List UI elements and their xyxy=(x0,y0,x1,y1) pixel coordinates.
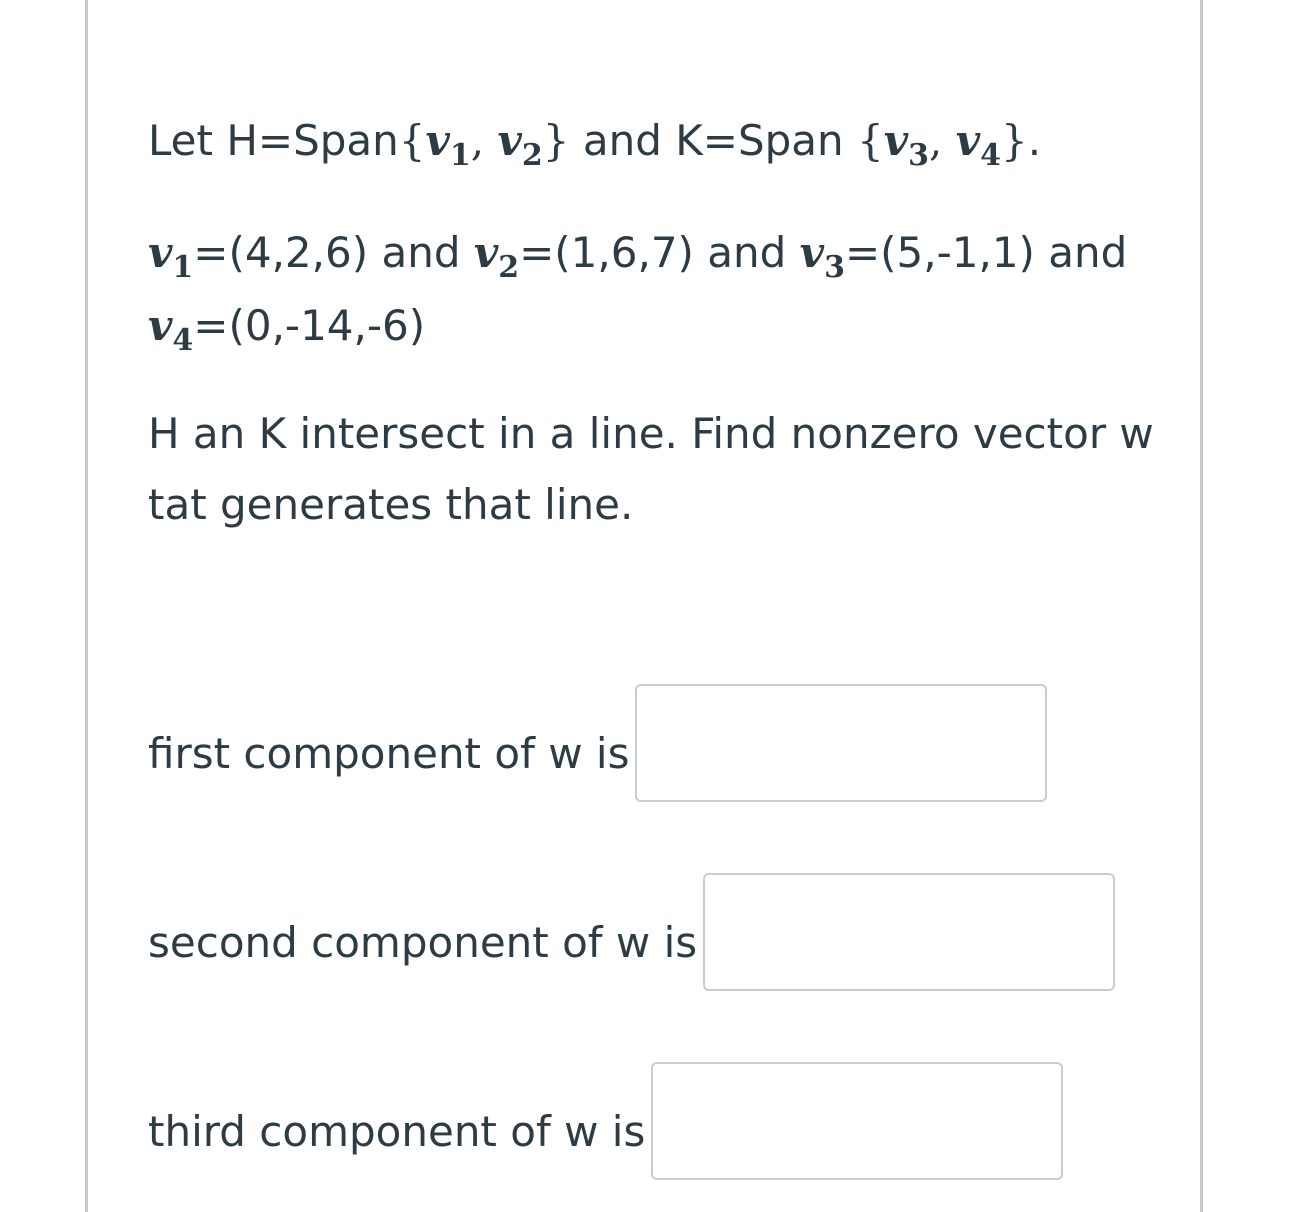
definition-prefix: Let H=Span xyxy=(148,116,399,165)
v2-symbol: v xyxy=(473,228,499,277)
v4-subscript: 4 xyxy=(980,138,1001,173)
v3-symbol: v xyxy=(883,116,909,165)
open-brace-2: { xyxy=(857,116,884,165)
v1-symbol: v xyxy=(148,228,173,277)
first-component-label: first component of w is xyxy=(148,729,630,778)
task-line-2: tat generates that line. xyxy=(148,480,634,529)
second-component-input[interactable] xyxy=(703,873,1115,991)
definition-suffix: . xyxy=(1027,116,1042,165)
v2-subscript: 2 xyxy=(521,138,543,173)
vectors-line-2 xyxy=(148,301,426,358)
vectors-line-1 xyxy=(148,228,1128,285)
v2-subscript: 2 xyxy=(498,250,520,285)
first-component-input[interactable] xyxy=(635,684,1047,802)
second-component-label: second component of w is xyxy=(148,918,698,967)
task-line-1: H an K intersect in a line. Find nonzero vector w xyxy=(148,409,1154,458)
comma-2: , xyxy=(929,116,956,165)
definition-line xyxy=(148,116,1042,173)
definition-middle: and K=Span xyxy=(569,116,857,165)
close-brace: } xyxy=(542,116,570,165)
v4-value: =(0,-14,-6) xyxy=(193,301,426,350)
v4-symbol: v xyxy=(148,301,173,350)
v4-symbol: v xyxy=(955,116,981,165)
v3-value: =(5,-1,1) and xyxy=(844,228,1128,277)
v4-subscript: 4 xyxy=(172,323,194,358)
third-component-input[interactable] xyxy=(651,1062,1063,1180)
v1-symbol: v xyxy=(425,116,450,165)
v2-value: =(1,6,7) and xyxy=(519,228,800,277)
question-frame xyxy=(85,0,1203,1212)
v1-value: =(4,2,6) and xyxy=(193,228,474,277)
v1-subscript: 1 xyxy=(172,250,194,285)
v3-subscript: 3 xyxy=(908,138,930,173)
close-brace-2: } xyxy=(1001,116,1028,165)
v1-subscript: 1 xyxy=(449,138,471,173)
v3-symbol: v xyxy=(799,228,825,277)
third-component-label: third component of w is xyxy=(148,1107,646,1156)
open-brace: { xyxy=(398,116,426,165)
comma: , xyxy=(470,116,498,165)
v3-subscript: 3 xyxy=(824,250,845,285)
v2-symbol: v xyxy=(497,116,522,165)
